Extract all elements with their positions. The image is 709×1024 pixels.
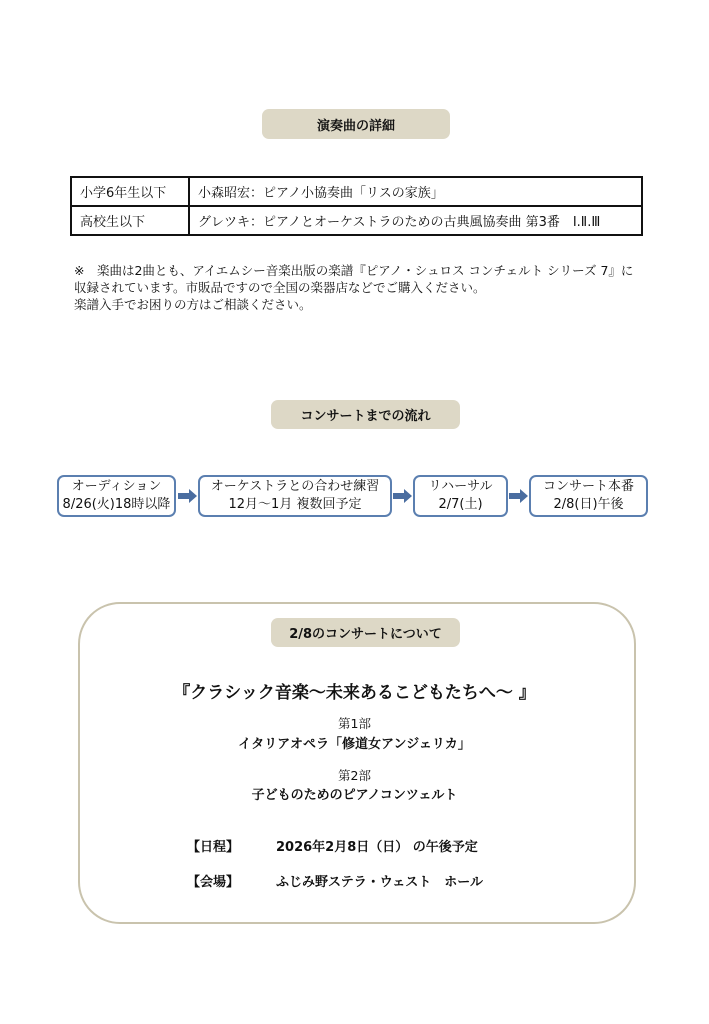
- flow-step-title: オーケストラとの合わせ練習: [210, 479, 380, 494]
- flow-step-detail: 2/8(日)午後: [553, 497, 624, 512]
- arrow-right-icon: [178, 489, 198, 503]
- flow-heading: コンサートまでの流れ: [271, 400, 460, 429]
- flow-step-rehearsal-with-orchestra: [198, 475, 392, 517]
- category-cell: 高校生以下: [71, 206, 189, 235]
- note-line: 楽譜入手でお困りの方はご相談ください。: [74, 297, 312, 312]
- flow-step-detail: 12月～1月 複数回予定: [228, 497, 362, 512]
- note-line: 収録されています。市販品ですので全国の楽器店などでご購入ください。: [74, 280, 486, 295]
- piece-cell: 小森昭宏：ピアノ小協奏曲「リスの家族」: [189, 177, 642, 206]
- score-note: [74, 262, 654, 313]
- arrow-right-icon: [393, 489, 413, 503]
- part-number: 第2部: [338, 768, 371, 783]
- note-line: ※ 楽曲は2曲とも、アイエムシー音楽出版の楽譜『ピアノ・シュロス コンチェルト シリーズ 7』に: [74, 263, 634, 278]
- schedule-label: 【日程】: [187, 840, 240, 855]
- flow-step-detail: 8/26(火)18時以降: [62, 497, 171, 512]
- concert-heading: 2/8のコンサートについて: [271, 618, 460, 647]
- part-name: イタリアオペラ「修道女アンジェリカ」: [238, 737, 471, 752]
- flow-step-concert: [529, 475, 648, 517]
- schedule-value: 2026年2月8日（日） の午後予定: [276, 840, 478, 855]
- venue-label: 【会場】: [187, 875, 240, 890]
- flow-step-audition: [57, 475, 176, 517]
- flow-step-dress-rehearsal: [413, 475, 508, 517]
- part-number: 第1部: [338, 716, 371, 731]
- category-cell: 小学6年生以下: [71, 177, 189, 206]
- concert-title: 『クラシック音楽～未来あるこどもたちへ～ 』: [173, 683, 536, 703]
- venue-value: ふじみ野ステラ・ウェスト ホール: [276, 875, 483, 890]
- flow-step-title: コンサート本番: [542, 479, 634, 494]
- flow-step-title: リハーサル: [428, 479, 493, 494]
- pieces-heading: 演奏曲の詳細: [262, 109, 450, 139]
- table-row: [71, 177, 642, 206]
- flow-step-title: オーディション: [71, 479, 162, 494]
- piece-cell: グレツキ：ピアノとオーケストラのための古典風協奏曲 第3番 Ⅰ.Ⅱ.Ⅲ: [189, 206, 642, 235]
- flow-step-detail: 2/7(土): [438, 497, 483, 512]
- pieces-table: [70, 176, 643, 236]
- arrow-right-icon: [509, 489, 529, 503]
- part-name: 子どものためのピアノコンツェルト: [251, 788, 458, 803]
- table-row: [71, 206, 642, 235]
